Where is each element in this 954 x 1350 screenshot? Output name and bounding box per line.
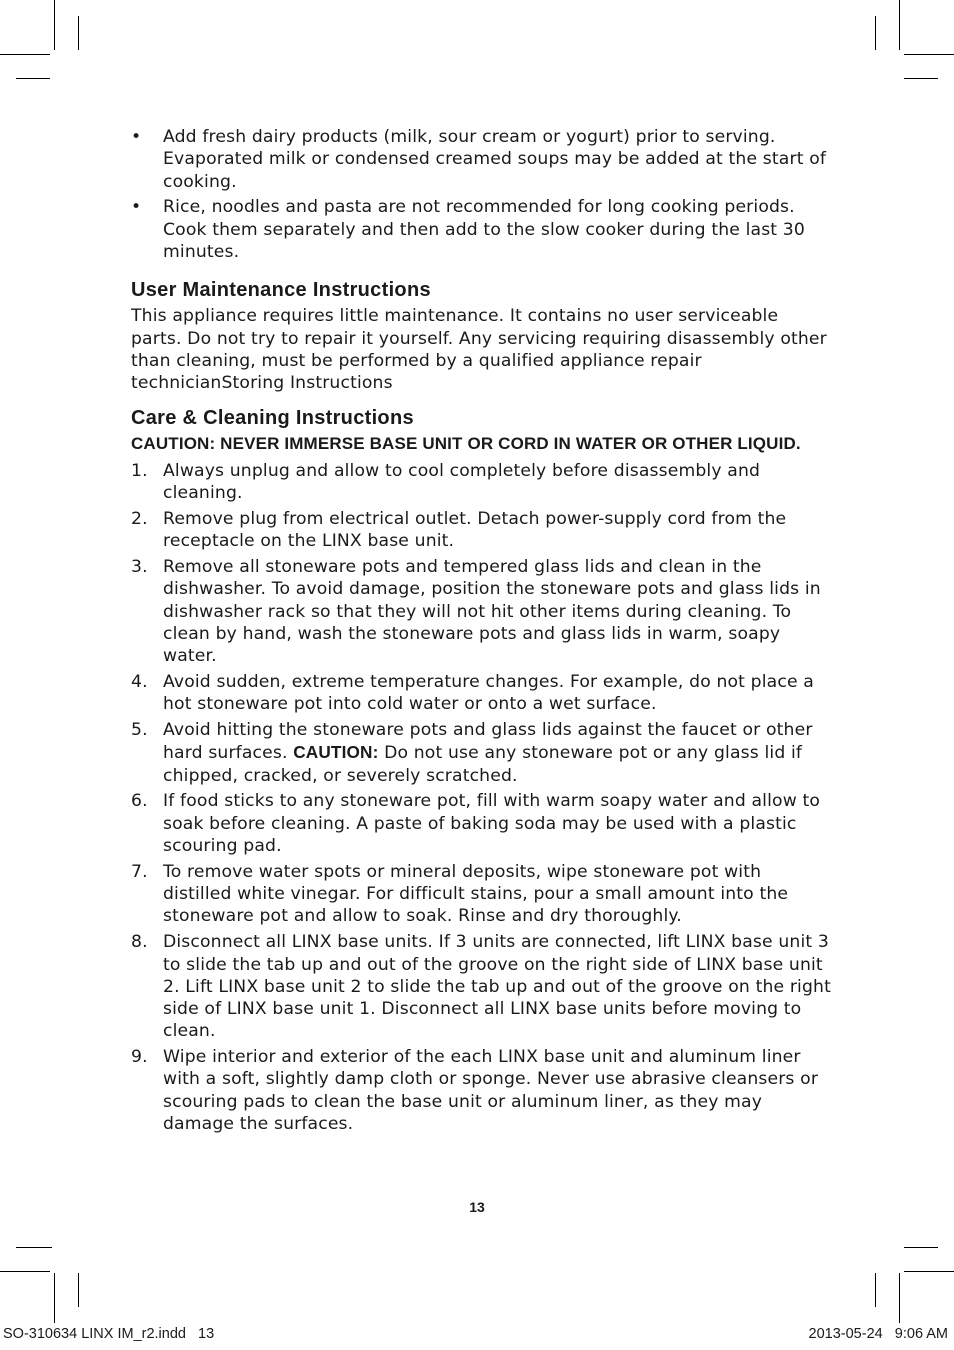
list-item <box>131 126 831 193</box>
step-text: Avoid sudden, extreme temperature changes. For example, do not place a hot stoneware pot into cold water or onto a wet surface. <box>163 671 814 715</box>
crop-mark <box>16 78 50 79</box>
inline-caution-label: CAUTION: <box>293 742 379 763</box>
crop-mark <box>904 1247 938 1248</box>
step-text-before: Avoid hitting the stoneware pots and glass lids against the faucet or other hard surfaces. <box>163 720 813 764</box>
crop-mark <box>78 1273 79 1307</box>
maintenance-body: This appliance requires little maintenance. It contains no user serviceable parts. Do not try to repair it yourself. Any servicing requiring disassembly other than cleaning, must be performed by a qualified appliance repair technicianStoring Instructions <box>131 306 827 394</box>
step-text: Remove plug from electrical outlet. Detach power-supply cord from the receptacle on the LINX base unit. <box>163 508 787 552</box>
step-number: 3. <box>131 556 148 577</box>
step-text: If food sticks to any stoneware pot, fill with warm soapy water and allow to soak before cleaning. A paste of baking soda may be used with a plastic scouring pad. <box>163 791 821 857</box>
bullet-mark: • <box>131 127 142 147</box>
crop-mark <box>54 1273 55 1323</box>
slug-file-info: SO-310634 LINX IM_r2.indd 13 <box>3 1326 215 1342</box>
care-heading: Care & Cleaning Instructions <box>131 407 414 430</box>
page-content <box>131 126 831 1139</box>
crop-mark <box>899 0 900 50</box>
bullet-text: Add fresh dairy products (milk, sour cream or yogurt) prior to serving. Evaporated milk or condensed creamed soups may be added at the start of cooking. <box>163 127 827 192</box>
list-item <box>131 508 831 553</box>
crop-mark <box>16 1247 52 1248</box>
step-text-after: Do not use any stoneware pot or any glass lid if chipped, cracked, or severely scratched. <box>163 743 803 786</box>
step-text: Disconnect all LINX base units. If 3 units are connected, lift LINX base unit 3 to slide the tab up and out of the groove on the right side of LINX base unit 2. Lift LINX base unit 2 to slide the tab up and out of the groove on the right side of LINX base unit 1. Disconnect all LINX base units before moving to clean. <box>163 932 831 1042</box>
step-number: 6. <box>131 791 148 812</box>
list-item <box>131 1046 831 1135</box>
crop-mark <box>904 54 954 55</box>
slug-timestamp: 2013-05-24 9:06 AM <box>808 1326 948 1342</box>
step-text: Always unplug and allow to cool completely before disassembly and cleaning. <box>163 460 761 504</box>
crop-mark <box>899 1273 900 1323</box>
bullet-mark: • <box>131 197 142 218</box>
step-number: 1. <box>131 460 148 481</box>
list-item <box>131 931 831 1042</box>
crop-mark <box>0 1271 50 1272</box>
list-item <box>131 790 831 857</box>
crop-mark <box>875 16 876 50</box>
intro-bullet-list <box>131 126 831 263</box>
maintenance-heading: User Maintenance Instructions <box>131 279 431 302</box>
step-text <box>163 720 813 786</box>
bullet-text: Rice, noodles and pasta are not recommended for long cooking periods. Cook them separately and then add to the slow cooker during the last 30 minutes. <box>163 197 805 262</box>
list-item <box>131 861 831 928</box>
step-number: 4. <box>131 671 148 692</box>
step-number: 8. <box>131 932 148 953</box>
step-number: 5. <box>131 720 148 741</box>
crop-mark <box>0 54 50 55</box>
cleaning-steps-list <box>131 460 831 1136</box>
step-text: To remove water spots or mineral deposits, wipe stoneware pot with distilled white vinegar. For difficult stains, pour a small amount into the stoneware pot and allow to soak. Rinse and dry thoroughly. <box>163 861 789 927</box>
list-item <box>131 671 831 716</box>
crop-mark <box>875 1273 876 1307</box>
page-number: 13 <box>469 1199 485 1215</box>
list-item <box>131 556 831 667</box>
step-number: 7. <box>131 861 148 882</box>
step-number: 2. <box>131 508 148 529</box>
list-item <box>131 460 831 505</box>
crop-mark <box>904 1271 954 1272</box>
caution-warning: CAUTION: NEVER IMMERSE BASE UNIT OR CORD IN WATER OR OTHER LIQUID. <box>131 434 801 454</box>
step-number: 9. <box>131 1047 148 1068</box>
crop-mark <box>904 78 938 79</box>
list-item <box>131 719 831 787</box>
step-text: Wipe interior and exterior of the each LINX base unit and aluminum liner with a soft, slightly damp cloth or sponge. Never use abrasive cleansers or scouring pads to clean the base unit or aluminum liner, as they may damage the surfaces. <box>163 1047 819 1135</box>
step-text: Remove all stoneware pots and tempered glass lids and clean in the dishwasher. To avoid damage, position the stoneware pots and glass lids in dishwasher rack so that they will not hit other items during cleaning. To clean by hand, wash the stoneware pots and glass lids in warm, soapy water. <box>163 556 821 667</box>
crop-mark <box>54 0 55 50</box>
crop-mark <box>78 16 79 50</box>
list-item <box>131 196 831 263</box>
